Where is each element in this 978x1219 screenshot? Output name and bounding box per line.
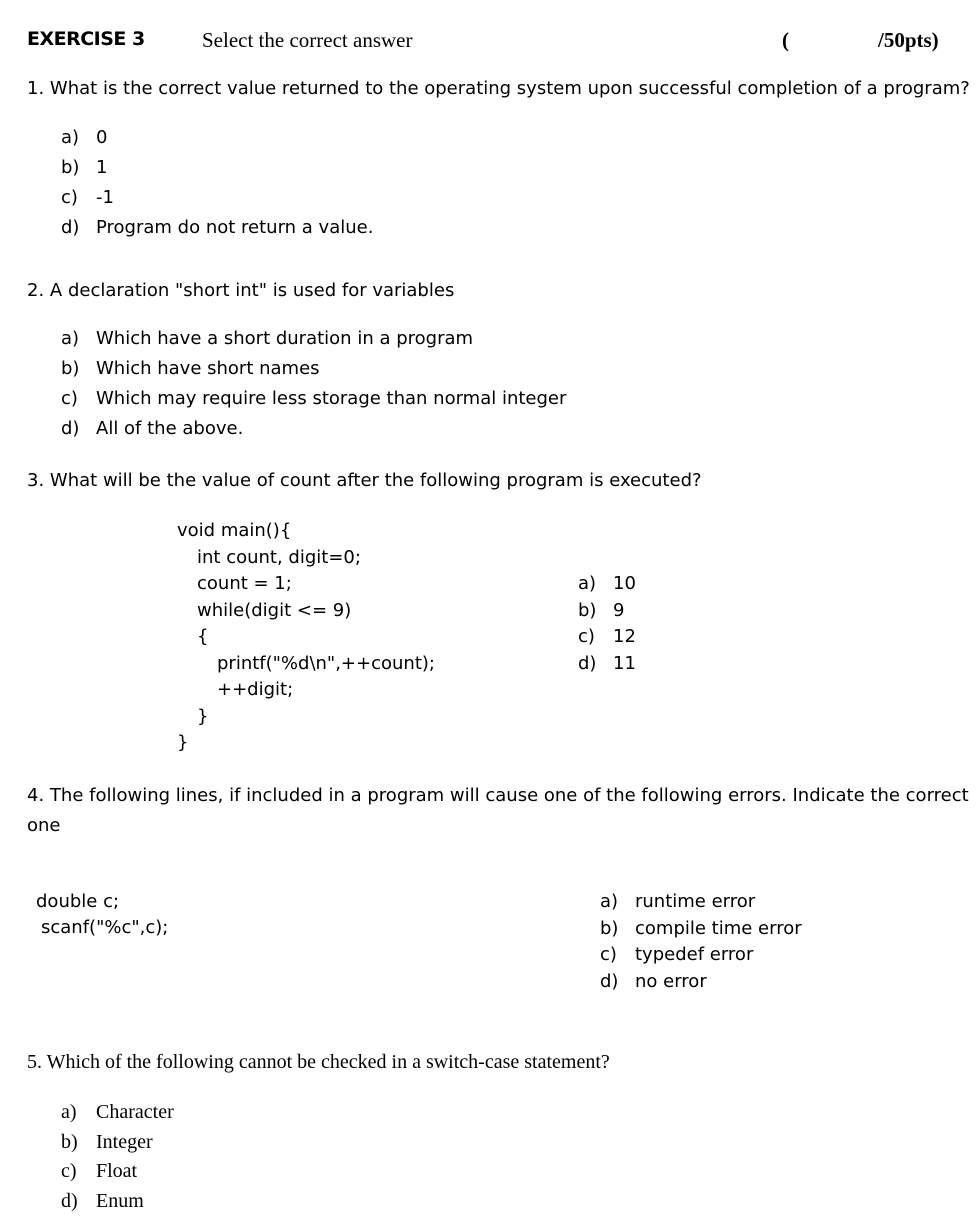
option-label: c) xyxy=(600,944,635,965)
question-4-continuation: one xyxy=(27,815,61,836)
option-text: 9 xyxy=(613,600,624,621)
option-b[interactable] xyxy=(61,157,373,187)
option-d[interactable] xyxy=(61,1190,174,1219)
instruction-text: Select the correct answer xyxy=(202,28,412,53)
option-a[interactable] xyxy=(61,127,373,157)
option-text: compile time error xyxy=(635,918,802,939)
option-a[interactable] xyxy=(61,328,566,358)
option-label: c) xyxy=(61,187,96,208)
option-text: no error xyxy=(635,971,707,992)
code-line: } xyxy=(177,706,435,733)
question-2-options xyxy=(61,328,566,448)
code-line: int count, digit=0; xyxy=(177,547,435,574)
option-text: 10 xyxy=(613,573,636,594)
option-c[interactable] xyxy=(61,1160,174,1190)
option-text: Integer xyxy=(96,1131,153,1153)
option-text: 1 xyxy=(96,157,107,178)
question-2 xyxy=(27,280,454,301)
question-3 xyxy=(27,470,702,491)
option-label: a) xyxy=(578,573,613,594)
option-b[interactable] xyxy=(61,1131,174,1161)
option-d[interactable] xyxy=(61,418,566,448)
option-d[interactable] xyxy=(61,217,373,247)
option-a[interactable] xyxy=(578,573,636,600)
question-3-options xyxy=(578,573,636,679)
option-d[interactable] xyxy=(578,653,636,680)
option-b[interactable] xyxy=(578,600,636,627)
option-label: a) xyxy=(61,127,96,148)
question-1 xyxy=(27,78,970,99)
option-label: a) xyxy=(61,1101,96,1124)
option-text: Which have short names xyxy=(96,358,320,379)
option-label: d) xyxy=(61,217,96,238)
question-number: 4. xyxy=(27,785,44,806)
code-line: double c; xyxy=(36,891,168,917)
option-text: All of the above. xyxy=(96,418,243,439)
question-text: The following lines, if included in a program will cause one of the following errors. Indicate the correct xyxy=(50,785,969,806)
exercise-title: EXERCISE 3 xyxy=(27,28,145,50)
option-text: Enum xyxy=(96,1190,144,1212)
option-text: 0 xyxy=(96,127,107,148)
option-text: -1 xyxy=(96,187,114,208)
question-4-options xyxy=(600,891,802,997)
option-text: Float xyxy=(96,1160,137,1182)
option-text: Program do not return a value. xyxy=(96,217,373,238)
code-block xyxy=(177,520,435,759)
code-line: ++digit; xyxy=(177,679,435,706)
option-c[interactable] xyxy=(61,187,373,217)
option-d[interactable] xyxy=(600,971,802,998)
option-c[interactable] xyxy=(61,388,566,418)
question-number: 2. xyxy=(27,280,44,301)
option-a[interactable] xyxy=(61,1101,174,1131)
question-text: Which of the following cannot be checked in a switch-case statement? xyxy=(47,1051,610,1073)
option-c[interactable] xyxy=(578,626,636,653)
option-text: Which may require less storage than normal integer xyxy=(96,388,566,409)
question-4 xyxy=(27,785,969,806)
question-1-options xyxy=(61,127,373,247)
question-number: 1. xyxy=(27,78,44,99)
option-text: Character xyxy=(96,1101,174,1123)
points-open-paren: ( xyxy=(782,28,789,53)
code-block xyxy=(36,891,168,943)
code-line: scanf("%c",c); xyxy=(36,917,168,943)
option-label: d) xyxy=(600,971,635,992)
code-line: { xyxy=(177,626,435,653)
option-label: b) xyxy=(61,1131,96,1154)
option-label: d) xyxy=(61,1190,96,1213)
option-text: runtime error xyxy=(635,891,755,912)
option-label: b) xyxy=(600,918,635,939)
question-text: A declaration "short int" is used for variables xyxy=(50,280,454,301)
question-text: What is the correct value returned to the operating system upon successful completion of a program? xyxy=(50,78,970,99)
option-label: d) xyxy=(61,418,96,439)
question-5 xyxy=(27,1051,610,1074)
question-number: 3. xyxy=(27,470,44,491)
option-label: b) xyxy=(61,358,96,379)
question-number: 5. xyxy=(27,1051,42,1073)
code-line: printf("%d\n",++count); xyxy=(177,653,435,680)
option-label: b) xyxy=(578,600,613,621)
option-label: c) xyxy=(61,1160,96,1183)
question-5-options xyxy=(61,1101,174,1219)
option-text: 11 xyxy=(613,653,636,674)
points-total: /50pts) xyxy=(878,28,939,53)
option-b[interactable] xyxy=(61,358,566,388)
option-c[interactable] xyxy=(600,944,802,971)
option-label: b) xyxy=(61,157,96,178)
option-label: c) xyxy=(61,388,96,409)
question-text: What will be the value of count after the following program is executed? xyxy=(50,470,702,491)
option-label: c) xyxy=(578,626,613,647)
option-text: typedef error xyxy=(635,944,753,965)
code-line: count = 1; xyxy=(177,573,435,600)
option-label: d) xyxy=(578,653,613,674)
option-label: a) xyxy=(600,891,635,912)
code-line: void main(){ xyxy=(177,520,435,547)
option-text: Which have a short duration in a program xyxy=(96,328,473,349)
code-line: } xyxy=(177,732,435,759)
option-text: 12 xyxy=(613,626,636,647)
option-label: a) xyxy=(61,328,96,349)
option-b[interactable] xyxy=(600,918,802,945)
code-line: while(digit <= 9) xyxy=(177,600,435,627)
option-a[interactable] xyxy=(600,891,802,918)
